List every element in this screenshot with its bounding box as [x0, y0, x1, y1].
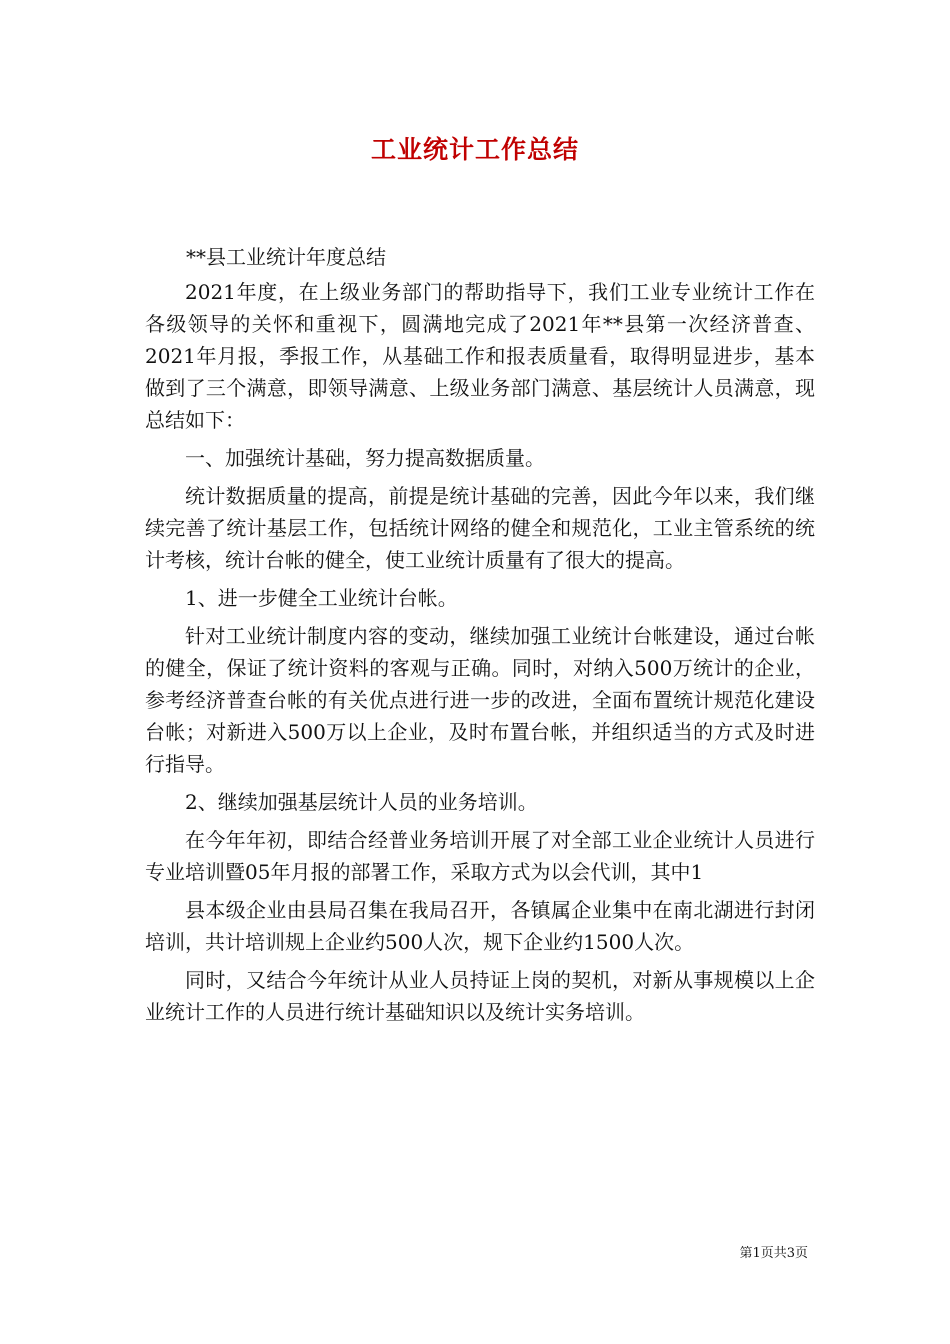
- paragraph-section-1: 统计数据质量的提高，前提是统计基础的完善，因此今年以来，我们继续完善了统计基层工作，包括统计网络的健全和规范化，工业主管系统的统计考核，统计台帐的健全，使工业统计质量有了很大的提高。: [145, 484, 815, 572]
- subsection-heading-2: 2、继续加强基层统计人员的业务培训。: [185, 790, 538, 814]
- paragraph-training-1: 在今年年初，即结合经普业务培训开展了对全部工业企业统计人员进行专业培训暨05年月报的部署工作，采取方式为以会代训，其中1: [145, 828, 815, 884]
- paragraph-intro: 2021年度，在上级业务部门的帮助指导下，我们工业专业统计工作在各级领导的关怀和重视下，圆满地完成了2021年**县第一次经济普查、2021年月报，季报工作，从基础工作和报表质量看，取得明显进步，基本做到了三个满意，即领导满意、上级业务部门满意、基层统计人员满意，现总结如下：: [145, 280, 815, 432]
- paragraph-training-2: 县本级企业由县局召集在我局召开，各镇属企业集中在南北湖进行封闭培训，共计培训规上企业约500人次，规下企业约1500人次。: [145, 898, 815, 954]
- document-body: [145, 276, 815, 1034]
- document-title: 工业统计工作总结: [370, 135, 579, 164]
- paragraph-subsection-1: 针对工业统计制度内容的变动，继续加强工业统计台帐建设，通过台帐的健全，保证了统计资料的客观与正确。同时，对纳入500万统计的企业，参考经济普查台帐的有关优点进行进一步的改进，全面布置统计规范化建设台帐；对新进入500万以上企业，及时布置台帐，并组织适当的方式及时进行指导。: [145, 624, 815, 776]
- subsection-heading-1: 1、进一步健全工业统计台帐。: [185, 586, 458, 610]
- section-heading-1: 一、加强统计基础，努力提高数据质量。: [185, 446, 545, 470]
- page-number: 第1页共3页: [739, 1246, 808, 1261]
- paragraph-training-3: 同时，又结合今年统计从业人员持证上岗的契机，对新从事规模以上企业统计工作的人员进行统计基础知识以及统计实务培训。: [145, 968, 815, 1024]
- document-subtitle: **县工业统计年度总结: [186, 245, 386, 269]
